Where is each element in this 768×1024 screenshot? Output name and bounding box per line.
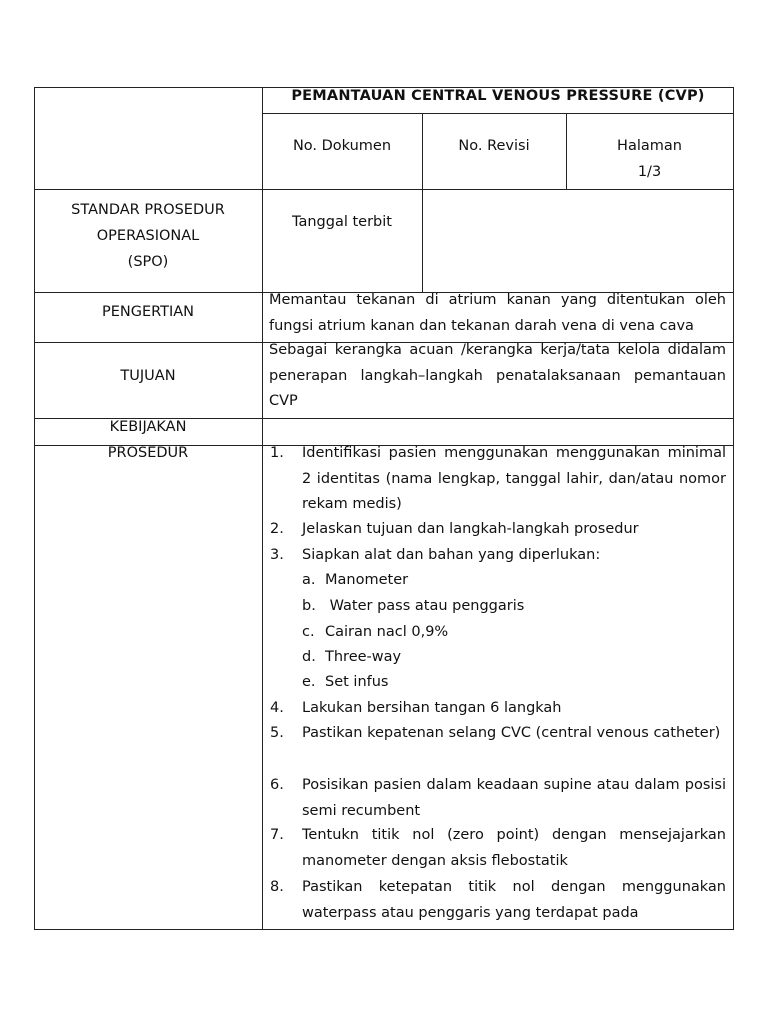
step-number: 5.: [270, 725, 284, 741]
no-revisi-label: No. Revisi: [458, 138, 530, 154]
sub-item-text: Manometer: [325, 572, 409, 588]
tujuan-text: Sebagai kerangka acuan /kerangka kerja/tata kelola didalam penerapan langkah–langkah penatalaksanaan pemantauan CVP: [269, 342, 726, 410]
sub-item-text: Cairan nacl 0,9%: [325, 624, 449, 640]
step-number: 7.: [270, 827, 284, 843]
spo-line-2: OPERASIONAL: [96, 228, 200, 244]
title-underline: [262, 113, 734, 114]
tujuan-label: TUJUAN: [120, 368, 176, 384]
step-number: 6.: [270, 777, 284, 793]
border-right: [733, 87, 734, 930]
border-bottom: [34, 929, 734, 930]
sub-item-text: Three-way: [325, 649, 402, 665]
pengertian-text: Memantau tekanan di atrium kanan yang ditentukan oleh fungsi atrium kanan dan tekanan darah vena di vena cava: [269, 292, 726, 334]
step-number: 8.: [270, 879, 284, 895]
sub-item-letter: e.: [302, 674, 316, 690]
step-number: 1.: [270, 445, 284, 461]
step-number: 4.: [270, 700, 284, 716]
sub-item-letter: a.: [302, 572, 316, 588]
step-text: Identifikasi pasien menggunakan menggunakan minimal 2 identitas (nama lengkap, tanggal lahir, dan/atau nomor rekam medis): [302, 445, 726, 513]
step-number: 2.: [270, 521, 284, 537]
step-text: Lakukan bersihan tangan 6 langkah: [302, 700, 562, 716]
row-line-1: [34, 189, 734, 190]
step-text: Pastikan kepatenan selang CVC (central venous catheter): [302, 725, 721, 741]
tanggal-terbit-label: Tanggal terbit: [292, 214, 392, 230]
sub-item-letter: d.: [302, 649, 316, 665]
step-text: Tentukn titik nol (zero point) dengan mensejajarkan manometer dengan aksis flebostatik: [302, 827, 726, 869]
sub-item-text: Water pass atau penggaris: [325, 598, 525, 614]
step-text: Siapkan alat dan bahan yang diperlukan:: [302, 547, 601, 563]
halaman-value: 1/3: [637, 164, 662, 180]
step-number: 3.: [270, 547, 284, 563]
step-text: Posisikan pasien dalam keadaan supine atau dalam posisi semi recumbent: [302, 777, 726, 819]
no-dokumen-label: No. Dokumen: [292, 138, 392, 154]
step-text: Pastikan ketepatan titik nol dengan menggunakan waterpass atau penggaris yang terdapat pada: [302, 879, 726, 921]
spo-line-3: (SPO): [127, 254, 169, 270]
spo-line-1: STANDAR PROSEDUR: [71, 202, 225, 218]
sub-item-text: Set infus: [325, 674, 389, 690]
halaman-label: Halaman: [617, 138, 682, 154]
prosedur-label: PROSEDUR: [107, 445, 189, 461]
document-title: PEMANTAUAN CENTRAL VENOUS PRESSURE (CVP): [291, 88, 705, 104]
sub-item-letter: b.: [302, 598, 316, 614]
pengertian-label: PENGERTIAN: [101, 304, 195, 320]
step-text: Jelaskan tujuan dan langkah-langkah prosedur: [302, 521, 639, 537]
sub-item-letter: c.: [302, 624, 315, 640]
kebijakan-label: KEBIJAKAN: [109, 419, 187, 435]
